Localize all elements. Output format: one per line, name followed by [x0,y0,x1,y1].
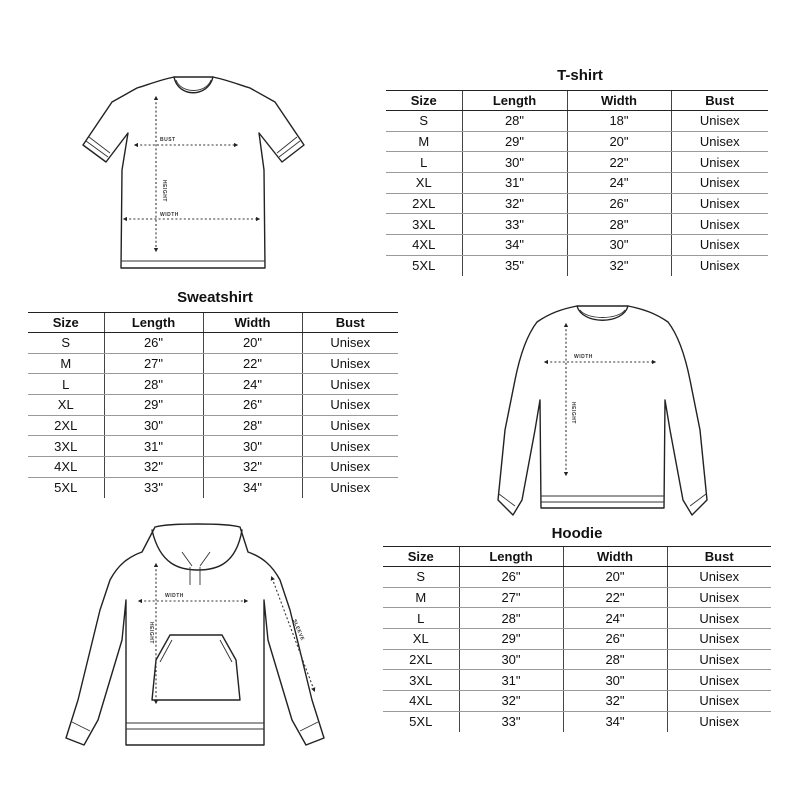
sweatshirt-size-table [28,312,398,498]
table-cell: Unisex [302,436,398,457]
table-cell: 4XL [386,235,462,256]
column-header: Width [203,313,302,333]
sweatshirt-height-label: HEIGHT [570,402,576,424]
sweatshirt-width-label: WIDTH [574,354,593,360]
table-cell: Unisex [671,193,768,214]
table-row [386,152,768,173]
table-header-row [28,313,398,333]
table-row [28,333,398,354]
table-cell: 30" [567,235,671,256]
table-row [386,173,768,194]
column-header: Length [104,313,203,333]
table-cell: 26" [459,567,563,588]
table-cell: 32" [459,691,563,712]
hoodie-title: Hoodie [551,525,603,542]
table-row [386,255,768,275]
table-cell: 2XL [28,415,104,436]
column-header: Bust [302,313,398,333]
table-cell: Unisex [671,173,768,194]
table-cell: M [383,587,459,608]
sweatshirt-outline [498,306,707,515]
table-cell: 3XL [386,214,462,235]
column-header: Width [563,547,667,567]
hoodie-size-table [383,546,771,732]
table-cell: 22" [567,152,671,173]
table-cell: 26" [104,333,203,354]
table-cell: 32" [203,457,302,478]
table-row [383,567,771,588]
table-cell: 28" [563,649,667,670]
table-row [28,457,398,478]
table-cell: 4XL [383,691,459,712]
table-cell: 24" [567,173,671,194]
table-row [386,131,768,152]
table-cell: 24" [203,374,302,395]
table-cell: Unisex [302,395,398,416]
table-row [28,353,398,374]
hoodie-pocket [152,635,240,700]
table-row [383,587,771,608]
table-cell: 26" [563,629,667,650]
table-cell: 33" [462,214,567,235]
table-cell: Unisex [302,374,398,395]
table-cell: 5XL [412,258,436,274]
table-cell: 29" [459,629,563,650]
table-header-row [386,91,768,111]
table-cell: 35" [462,255,567,275]
table-cell: 26" [567,193,671,214]
table-cell: Unisex [671,152,768,173]
table-cell: 27" [104,353,203,374]
sweatshirt-title: Sweatshirt [177,289,253,306]
table-header-row [383,547,771,567]
table-cell: Unisex [671,235,768,256]
column-header: Bust [667,547,771,567]
column-header: Size [386,91,462,111]
table-cell: Unisex [671,214,768,235]
table-cell: 30" [563,670,667,691]
table-cell: 4XL [28,457,104,478]
table-cell: 33" [459,711,563,731]
table-cell: 22" [563,587,667,608]
table-cell: 31" [459,670,563,691]
tshirt-outline [83,77,304,268]
table-row [383,711,771,731]
table-cell: Unisex [302,333,398,354]
table-cell: Unisex [667,670,771,691]
table-cell: Unisex [671,255,768,275]
table-cell: Unisex [302,457,398,478]
table-cell: Unisex [667,567,771,588]
table-cell: S [386,111,462,132]
table-cell: 32" [462,193,567,214]
table-cell: 20" [567,131,671,152]
table-row [383,691,771,712]
hoodie-width-label: WIDTH [165,593,184,599]
table-row [383,608,771,629]
column-header: Width [567,91,671,111]
table-cell: 28" [567,214,671,235]
table-row [383,629,771,650]
table-cell: 33" [104,477,203,497]
table-cell: 5XL [409,714,433,730]
table-cell: 3XL [28,436,104,457]
table-cell: 29" [462,131,567,152]
table-cell: 22" [203,353,302,374]
table-cell: Unisex [302,415,398,436]
table-row [383,649,771,670]
table-cell: 31" [104,436,203,457]
column-header: Length [459,547,563,567]
column-header: Length [462,91,567,111]
table-cell: Unisex [667,587,771,608]
hoodie-sleeve-label: SLEEVE [291,618,306,642]
table-cell: L [386,152,462,173]
table-row [383,670,771,691]
tshirt-diagram [78,72,308,272]
table-cell: Unisex [671,111,768,132]
table-cell: 30" [203,436,302,457]
table-cell: 32" [104,457,203,478]
table-cell: Unisex [667,691,771,712]
table-cell: XL [386,173,462,194]
table-cell: 30" [459,649,563,670]
table-cell: 31" [462,173,567,194]
column-header: Size [383,547,459,567]
table-cell: M [386,131,462,152]
table-cell: XL [383,629,459,650]
tshirt-title: T-shirt [557,67,603,84]
table-row [28,477,398,497]
table-cell: 28" [462,111,567,132]
table-cell: 30" [104,415,203,436]
table-cell: 28" [104,374,203,395]
table-row [28,415,398,436]
table-row [28,436,398,457]
table-cell: Unisex [667,608,771,629]
table-row [28,395,398,416]
table-cell: 28" [459,608,563,629]
table-cell: Unisex [667,649,771,670]
table-cell: 27" [459,587,563,608]
table-row [386,111,768,132]
table-cell: 3XL [383,670,459,691]
table-cell: 18" [567,111,671,132]
table-cell: S [28,333,104,354]
table-row [386,235,768,256]
table-cell: Unisex [302,477,398,497]
tshirt-width-label: WIDTH [160,212,179,218]
table-row [386,214,768,235]
table-cell: L [383,608,459,629]
table-cell: 29" [104,395,203,416]
table-cell: 26" [203,395,302,416]
table-cell: S [383,567,459,588]
table-cell: 32" [567,255,671,275]
table-cell: 20" [203,333,302,354]
table-cell: M [28,353,104,374]
tshirt-height-label: HEIGHT [161,180,167,202]
table-row [28,374,398,395]
column-header: Size [28,313,104,333]
tshirt-size-table [386,90,768,276]
table-cell: 34" [563,711,667,731]
table-cell: Unisex [302,353,398,374]
table-cell: 28" [203,415,302,436]
table-cell: 32" [563,691,667,712]
tshirt-bust-label: BUST [160,137,176,143]
table-cell: 2XL [386,193,462,214]
sweatshirt-diagram [494,300,716,520]
table-cell: 24" [563,608,667,629]
table-cell: XL [28,395,104,416]
hoodie-diagram [68,522,328,772]
table-cell: Unisex [667,629,771,650]
table-cell: 30" [462,152,567,173]
table-cell: Unisex [667,711,771,731]
hoodie-height-label: HEIGHT [148,622,154,644]
table-cell: 2XL [383,649,459,670]
table-cell: L [28,374,104,395]
table-cell: 5XL [54,480,78,496]
table-row [386,193,768,214]
column-header: Bust [671,91,768,111]
table-cell: 20" [563,567,667,588]
table-cell: 34" [203,477,302,497]
table-cell: 34" [462,235,567,256]
table-cell: Unisex [671,131,768,152]
